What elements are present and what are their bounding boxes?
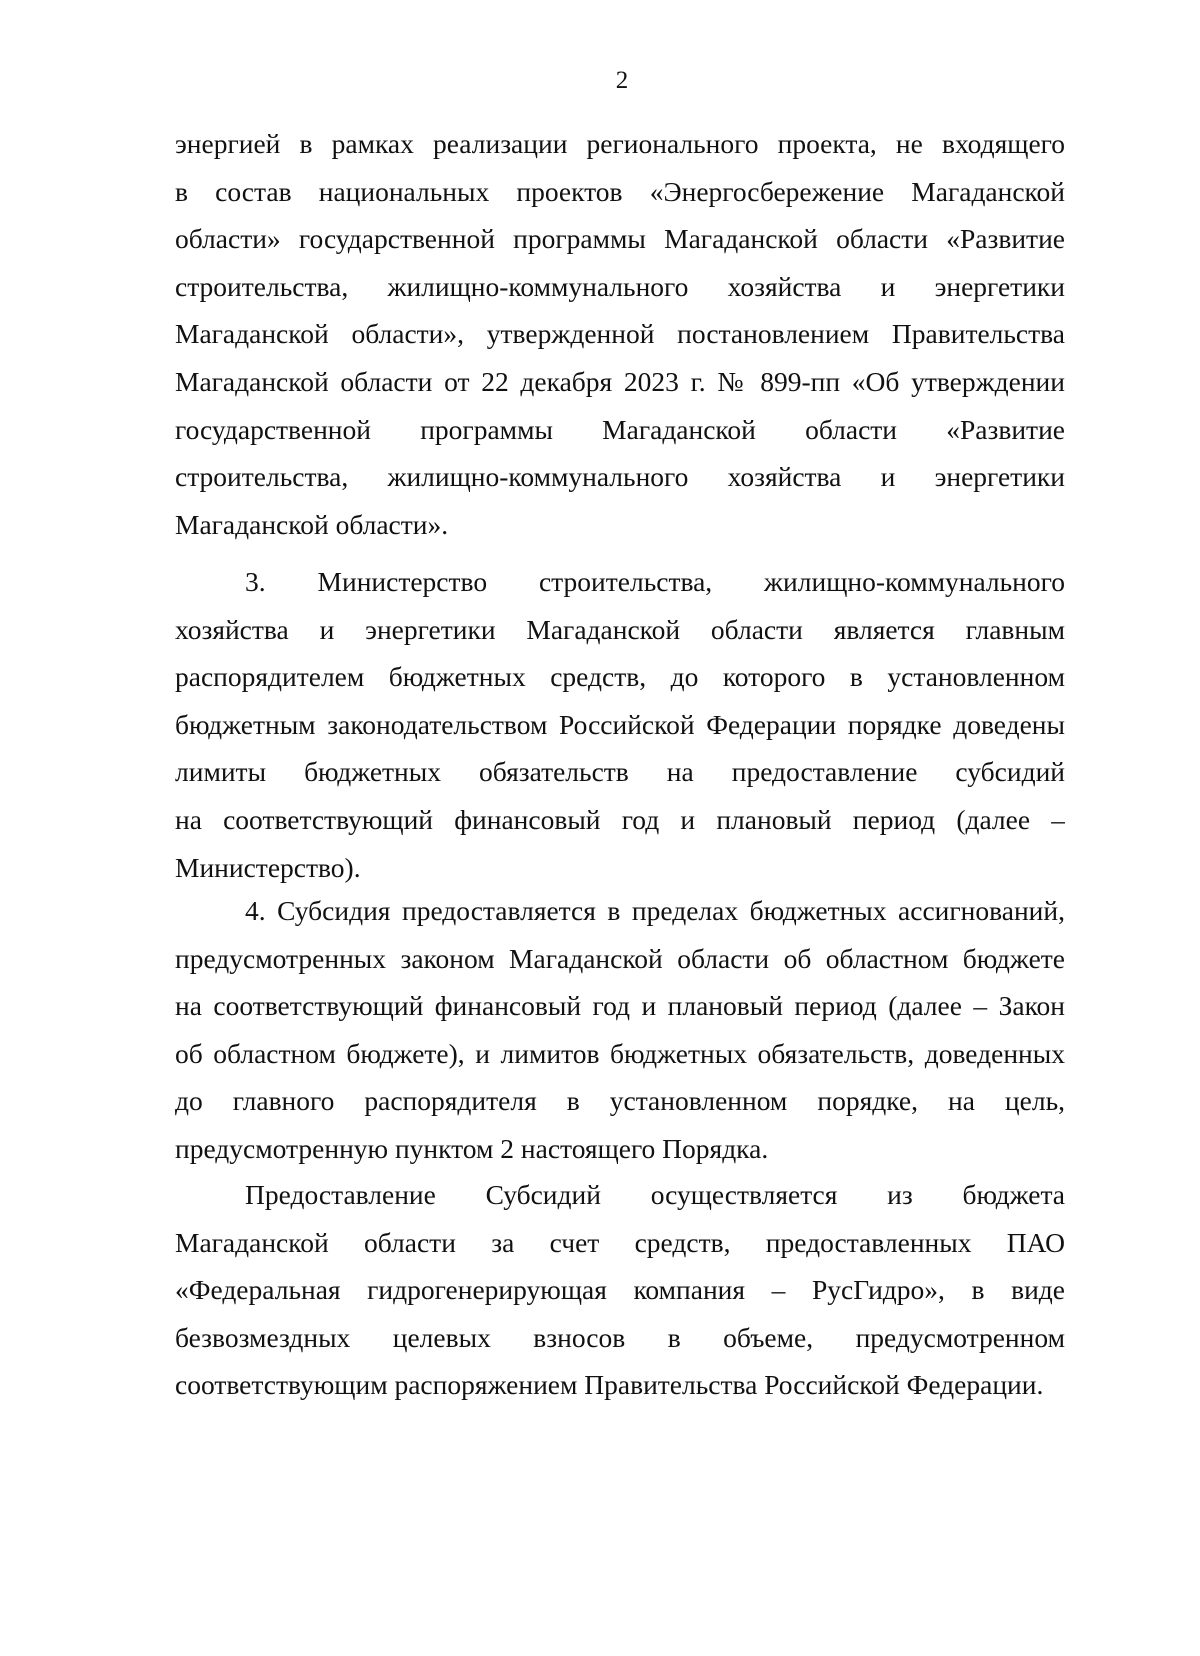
paragraph-continuation xyxy=(175,120,1065,548)
text-line: лимиты бюджетных обязательств на предоставление субсидий xyxy=(175,756,1065,788)
text-line: предусмотренную пунктом 2 настоящего Порядка. xyxy=(175,1132,769,1164)
page-number: 2 xyxy=(615,67,629,94)
text-line: предусмотренных законом Магаданской области об областном бюджете xyxy=(175,942,1065,974)
text-line: соответствующим распоряжением Правительства Российской Федерации. xyxy=(175,1369,1044,1401)
text-line: распорядителем бюджетных средств, до которого в установленном xyxy=(175,661,1065,693)
text-line: строительства, жилищно-коммунального хозяйства и энергетики xyxy=(175,461,1065,493)
text-line: области» государственной программы Магаданской области «Развитие xyxy=(175,223,1065,255)
text-line: на соответствующий финансовый год и плановый период (далее – Закон xyxy=(175,990,1065,1022)
text-line: Магаданской области за счет средств, предоставленных ПАО xyxy=(175,1226,1065,1258)
text-line: хозяйства и энергетики Магаданской области является главным xyxy=(175,613,1065,645)
text-line: об областном бюджете), и лимитов бюджетных обязательств, доведенных xyxy=(175,1037,1065,1069)
text-line: энергией в рамках реализации регионального проекта, не входящего xyxy=(175,128,1065,159)
text-line: «Федеральная гидрогенерирующая компания – РусГидро», в виде xyxy=(175,1274,1065,1306)
text-line: до главного распорядителя в установленном порядке, на цель, xyxy=(175,1085,1065,1117)
text-line: на соответствующий финансовый год и плановый период (далее – xyxy=(175,803,1065,835)
text-line: безвозмездных целевых взносов в объеме, предусмотренном xyxy=(175,1321,1065,1353)
text-line: Магаданской области», утвержденной постановлением Правительства xyxy=(175,318,1065,350)
text-line: Предоставление Субсидий осуществляется из бюджета xyxy=(245,1179,1065,1210)
paragraph-funding-source xyxy=(175,1171,1065,1409)
paragraph-item-3 xyxy=(175,558,1065,891)
text-line: 3. Министерство строительства, жилищно-коммунального xyxy=(245,566,1065,597)
text-line: Магаданской области». xyxy=(175,508,449,540)
text-line: Министерство). xyxy=(175,851,361,883)
paragraph-item-4 xyxy=(175,887,1065,1173)
text-line: 4. Субсидия предоставляется в пределах бюджетных ассигнований, xyxy=(245,895,1065,926)
text-line: Магаданской области от 22 декабря 2023 г. № 899-пп «Об утверждении xyxy=(175,365,1065,397)
text-line: в состав национальных проектов «Энергосбережение Магаданской xyxy=(175,175,1065,207)
text-line: строительства, жилищно-коммунального хозяйства и энергетики xyxy=(175,270,1065,302)
text-line: государственной программы Магаданской области «Развитие xyxy=(175,413,1065,445)
text-line: бюджетным законодательством Российской Федерации порядке доведены xyxy=(175,708,1065,740)
